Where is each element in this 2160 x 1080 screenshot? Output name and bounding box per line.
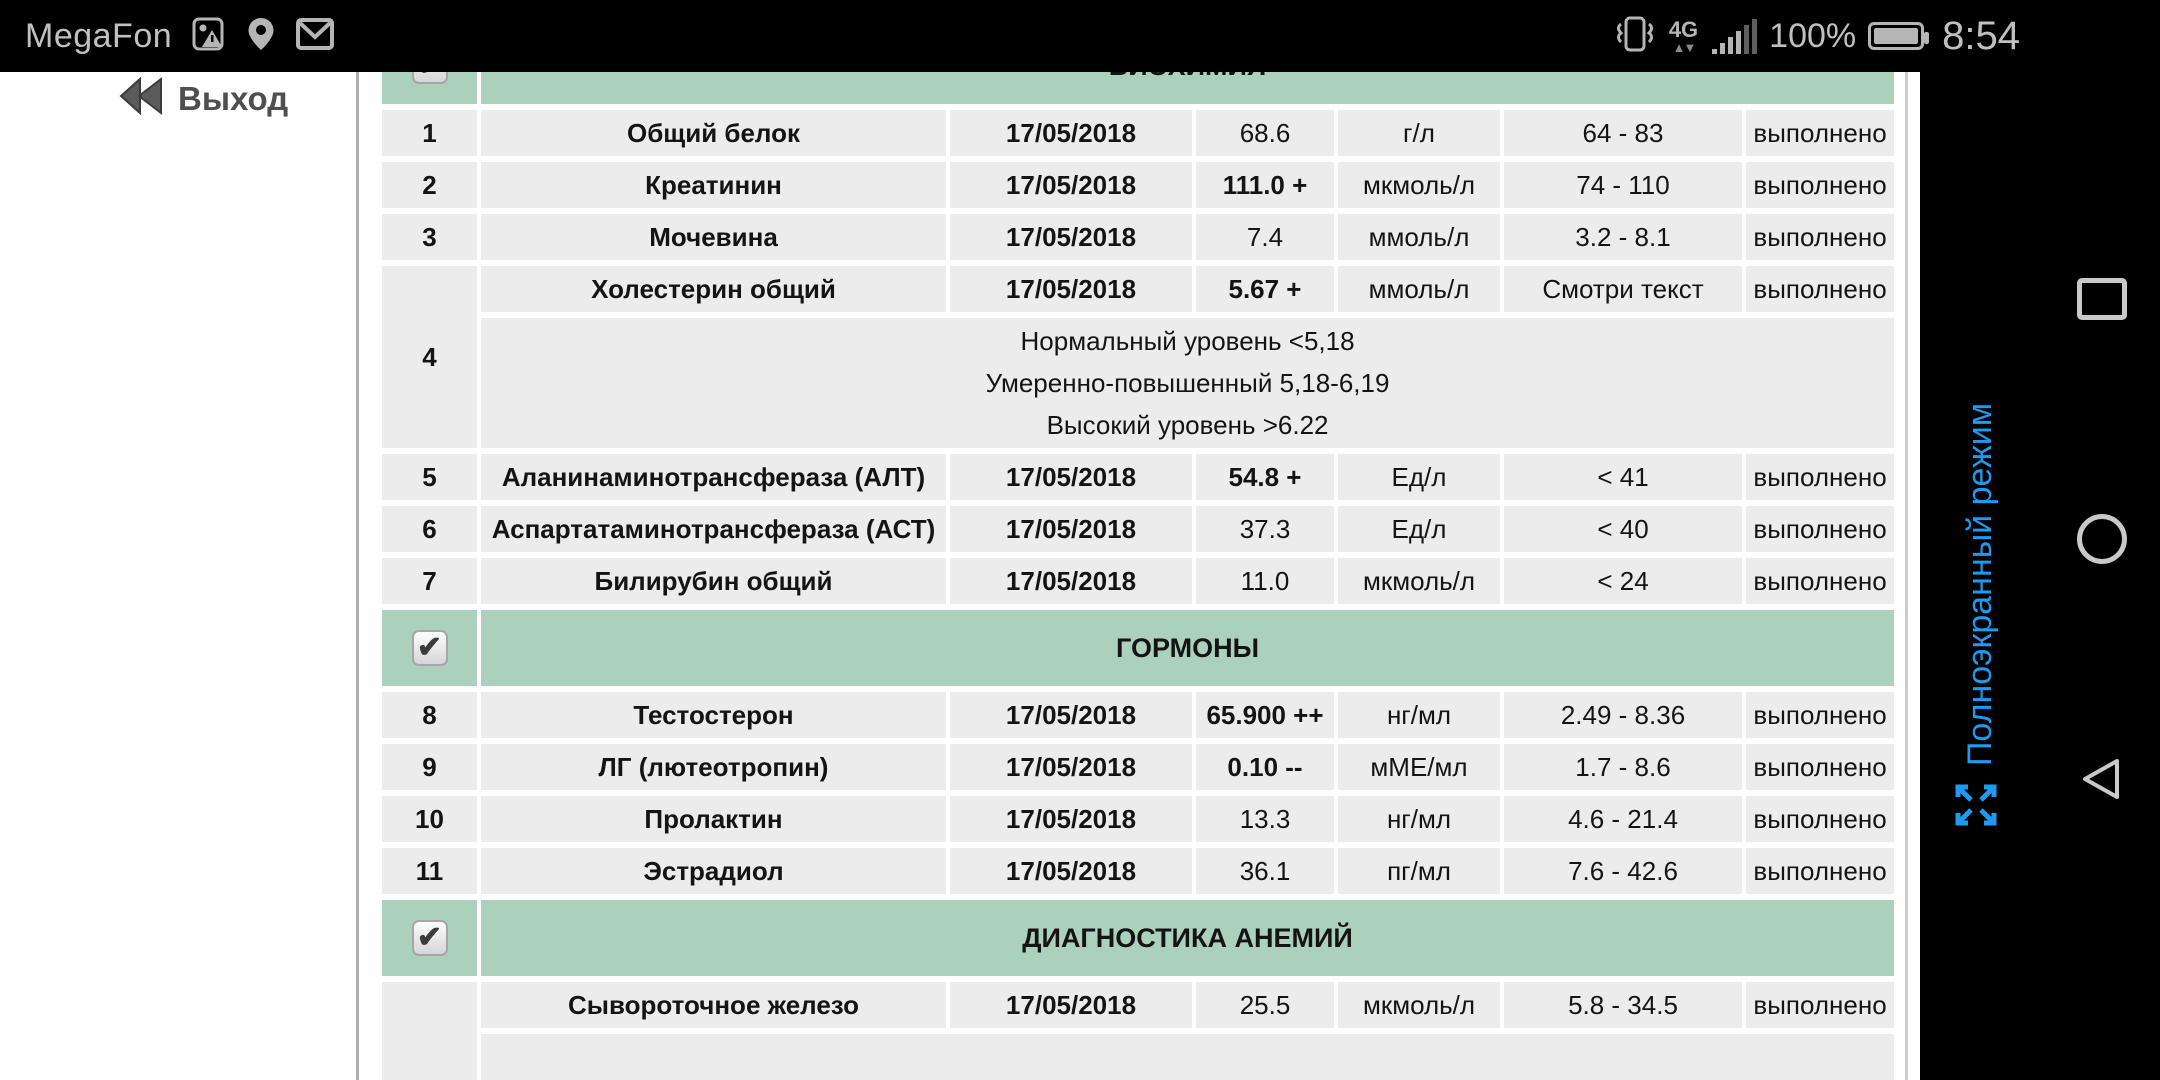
signal-strength-icon [1712, 18, 1757, 54]
section-row-hormones [382, 610, 1894, 686]
test-name: ЛГ (лютеотропин) [481, 744, 946, 790]
test-result: 65.900 ++ [1196, 692, 1334, 738]
test-result: 68.6 [1196, 110, 1334, 156]
test-units: пг/мл [1338, 848, 1500, 894]
test-date: 17/05/2018 [950, 796, 1192, 842]
test-name: Креатинин [481, 162, 946, 208]
test-name: Холестерин общий [481, 266, 946, 312]
test-status: выполнено [1746, 692, 1894, 738]
exit-button[interactable] [118, 76, 288, 121]
test-result: 111.0 + [1196, 162, 1334, 208]
test-units: ммоль/л [1338, 214, 1500, 260]
note-row [382, 318, 1894, 448]
test-result: 0.10 -- [1196, 744, 1334, 790]
test-units: мкмоль/л [1338, 558, 1500, 604]
test-row [382, 266, 1894, 312]
test-date: 17/05/2018 [950, 454, 1192, 500]
test-name: Аланинаминотрансфераза (АЛТ) [481, 454, 946, 500]
test-status: выполнено [1746, 744, 1894, 790]
row-number: 8 [382, 692, 477, 738]
note-line: Нормальный уровень <5,18 [1020, 326, 1355, 356]
test-row [382, 162, 1894, 208]
test-row [382, 692, 1894, 738]
test-units: ммоль/л [1338, 266, 1500, 312]
test-name: Сывороточное железо [481, 982, 946, 1028]
test-result: 11.0 [1196, 558, 1334, 604]
test-result: 7.4 [1196, 214, 1334, 260]
vibrate-icon [1613, 14, 1657, 59]
row-number: 11 [382, 848, 477, 894]
test-units: мкмоль/л [1338, 982, 1500, 1028]
section-title: ДИАГНОСТИКА АНЕМИЙ [481, 900, 1894, 976]
home-button[interactable] [2077, 514, 2127, 564]
test-name: Билирубин общий [481, 558, 946, 604]
test-row [382, 558, 1894, 604]
section-checkbox-cell [382, 610, 477, 686]
test-status: выполнено [1746, 558, 1894, 604]
test-name: Пролактин [481, 796, 946, 842]
row-number: 1 [382, 110, 477, 156]
test-range: 2.49 - 8.36 [1504, 692, 1742, 738]
test-result: 36.1 [1196, 848, 1334, 894]
test-row [382, 796, 1894, 842]
test-status: выполнено [1746, 110, 1894, 156]
test-status: выполнено [1746, 266, 1894, 312]
test-note-empty [481, 1034, 1894, 1080]
clock: 8:54 [1942, 13, 2020, 58]
test-date: 17/05/2018 [950, 744, 1192, 790]
note-line: Умеренно-повышенный 5,18-6,19 [985, 368, 1390, 398]
test-row [382, 506, 1894, 552]
row-number [382, 982, 477, 1080]
row-number: 10 [382, 796, 477, 842]
test-units: мкмоль/л [1338, 162, 1500, 208]
test-name: Общий белок [481, 110, 946, 156]
test-date: 17/05/2018 [950, 214, 1192, 260]
photo-warning-icon [190, 16, 226, 57]
test-units: нг/мл [1338, 692, 1500, 738]
note-row [382, 1034, 1894, 1080]
test-range: 5.8 - 34.5 [1504, 982, 1742, 1028]
test-date: 17/05/2018 [950, 506, 1192, 552]
test-name: Аспартатаминотрансфераза (АСТ) [481, 506, 946, 552]
test-name: Тестостерон [481, 692, 946, 738]
test-note [481, 318, 1894, 448]
test-status: выполнено [1746, 162, 1894, 208]
test-units: г/л [1338, 110, 1500, 156]
data-arrows-icon: ▲▼ [1672, 39, 1695, 55]
lab-results-table [378, 22, 1898, 1080]
test-row [382, 454, 1894, 500]
test-date: 17/05/2018 [950, 982, 1192, 1028]
row-number: 3 [382, 214, 477, 260]
network-label: 4G [1668, 16, 1699, 42]
test-date: 17/05/2018 [950, 162, 1192, 208]
fullscreen-icon [1955, 784, 2006, 826]
test-range: 64 - 83 [1504, 110, 1742, 156]
network-type-indicator [1668, 16, 1699, 55]
carrier-label: MegaFon [25, 16, 173, 55]
test-row [382, 744, 1894, 790]
test-status: выполнено [1746, 796, 1894, 842]
test-status: выполнено [1746, 848, 1894, 894]
test-status: выполнено [1746, 214, 1894, 260]
test-result: 5.67 + [1196, 266, 1334, 312]
test-row [382, 110, 1894, 156]
test-row [382, 982, 1894, 1028]
exit-label: Выход [178, 79, 289, 117]
test-range: 7.6 - 42.6 [1504, 848, 1742, 894]
section-checkbox[interactable] [412, 630, 448, 666]
test-range: 74 - 110 [1504, 162, 1742, 208]
test-result: 54.8 + [1196, 454, 1334, 500]
status-bar [0, 0, 2160, 72]
row-number: 9 [382, 744, 477, 790]
battery-icon [1868, 22, 1924, 50]
test-row [382, 848, 1894, 894]
test-range: 4.6 - 21.4 [1504, 796, 1742, 842]
left-panel [0, 72, 356, 1080]
fullscreen-label: Полноэкранный режим [1960, 402, 1999, 766]
fullscreen-mode-hint[interactable] [1953, 246, 2007, 826]
test-date: 17/05/2018 [950, 110, 1192, 156]
row-number: 5 [382, 454, 477, 500]
scrollbar-track[interactable] [1905, 72, 1908, 1080]
section-checkbox[interactable] [412, 920, 448, 956]
test-range: < 40 [1504, 506, 1742, 552]
test-units: нг/мл [1338, 796, 1500, 842]
test-result: 25.5 [1196, 982, 1334, 1028]
recents-button[interactable] [2077, 278, 2127, 320]
back-button[interactable] [2075, 753, 2127, 810]
section-title: ГОРМОНЫ [481, 610, 1894, 686]
test-units: Ед/л [1338, 506, 1500, 552]
note-line: Высокий уровень >6.22 [1046, 410, 1329, 440]
test-range: 1.7 - 8.6 [1504, 744, 1742, 790]
test-status: выполнено [1746, 982, 1894, 1028]
test-result: 37.3 [1196, 506, 1334, 552]
battery-percent: 100% [1769, 16, 1857, 55]
test-date: 17/05/2018 [950, 848, 1192, 894]
test-name: Мочевина [481, 214, 946, 260]
test-date: 17/05/2018 [950, 558, 1192, 604]
row-number: 6 [382, 506, 477, 552]
row-number: 7 [382, 558, 477, 604]
test-date: 17/05/2018 [950, 266, 1192, 312]
section-checkbox-cell [382, 900, 477, 976]
section-row-anemia [382, 900, 1894, 976]
test-row [382, 214, 1894, 260]
test-date: 17/05/2018 [950, 692, 1192, 738]
test-range: < 41 [1504, 454, 1742, 500]
panel-divider [356, 72, 359, 1080]
test-result: 13.3 [1196, 796, 1334, 842]
row-number: 2 [382, 162, 477, 208]
test-name: Эстрадиол [481, 848, 946, 894]
double-arrow-left-icon [118, 76, 164, 121]
test-units: мМЕ/мл [1338, 744, 1500, 790]
test-range: 3.2 - 8.1 [1504, 214, 1742, 260]
maps-icon [244, 16, 278, 57]
test-range: Смотри текст [1504, 266, 1742, 312]
test-status: выполнено [1746, 454, 1894, 500]
row-number: 4 [382, 266, 477, 448]
test-range: < 24 [1504, 558, 1742, 604]
test-status: выполнено [1746, 506, 1894, 552]
gmail-icon [296, 18, 334, 55]
test-units: Ед/л [1338, 454, 1500, 500]
